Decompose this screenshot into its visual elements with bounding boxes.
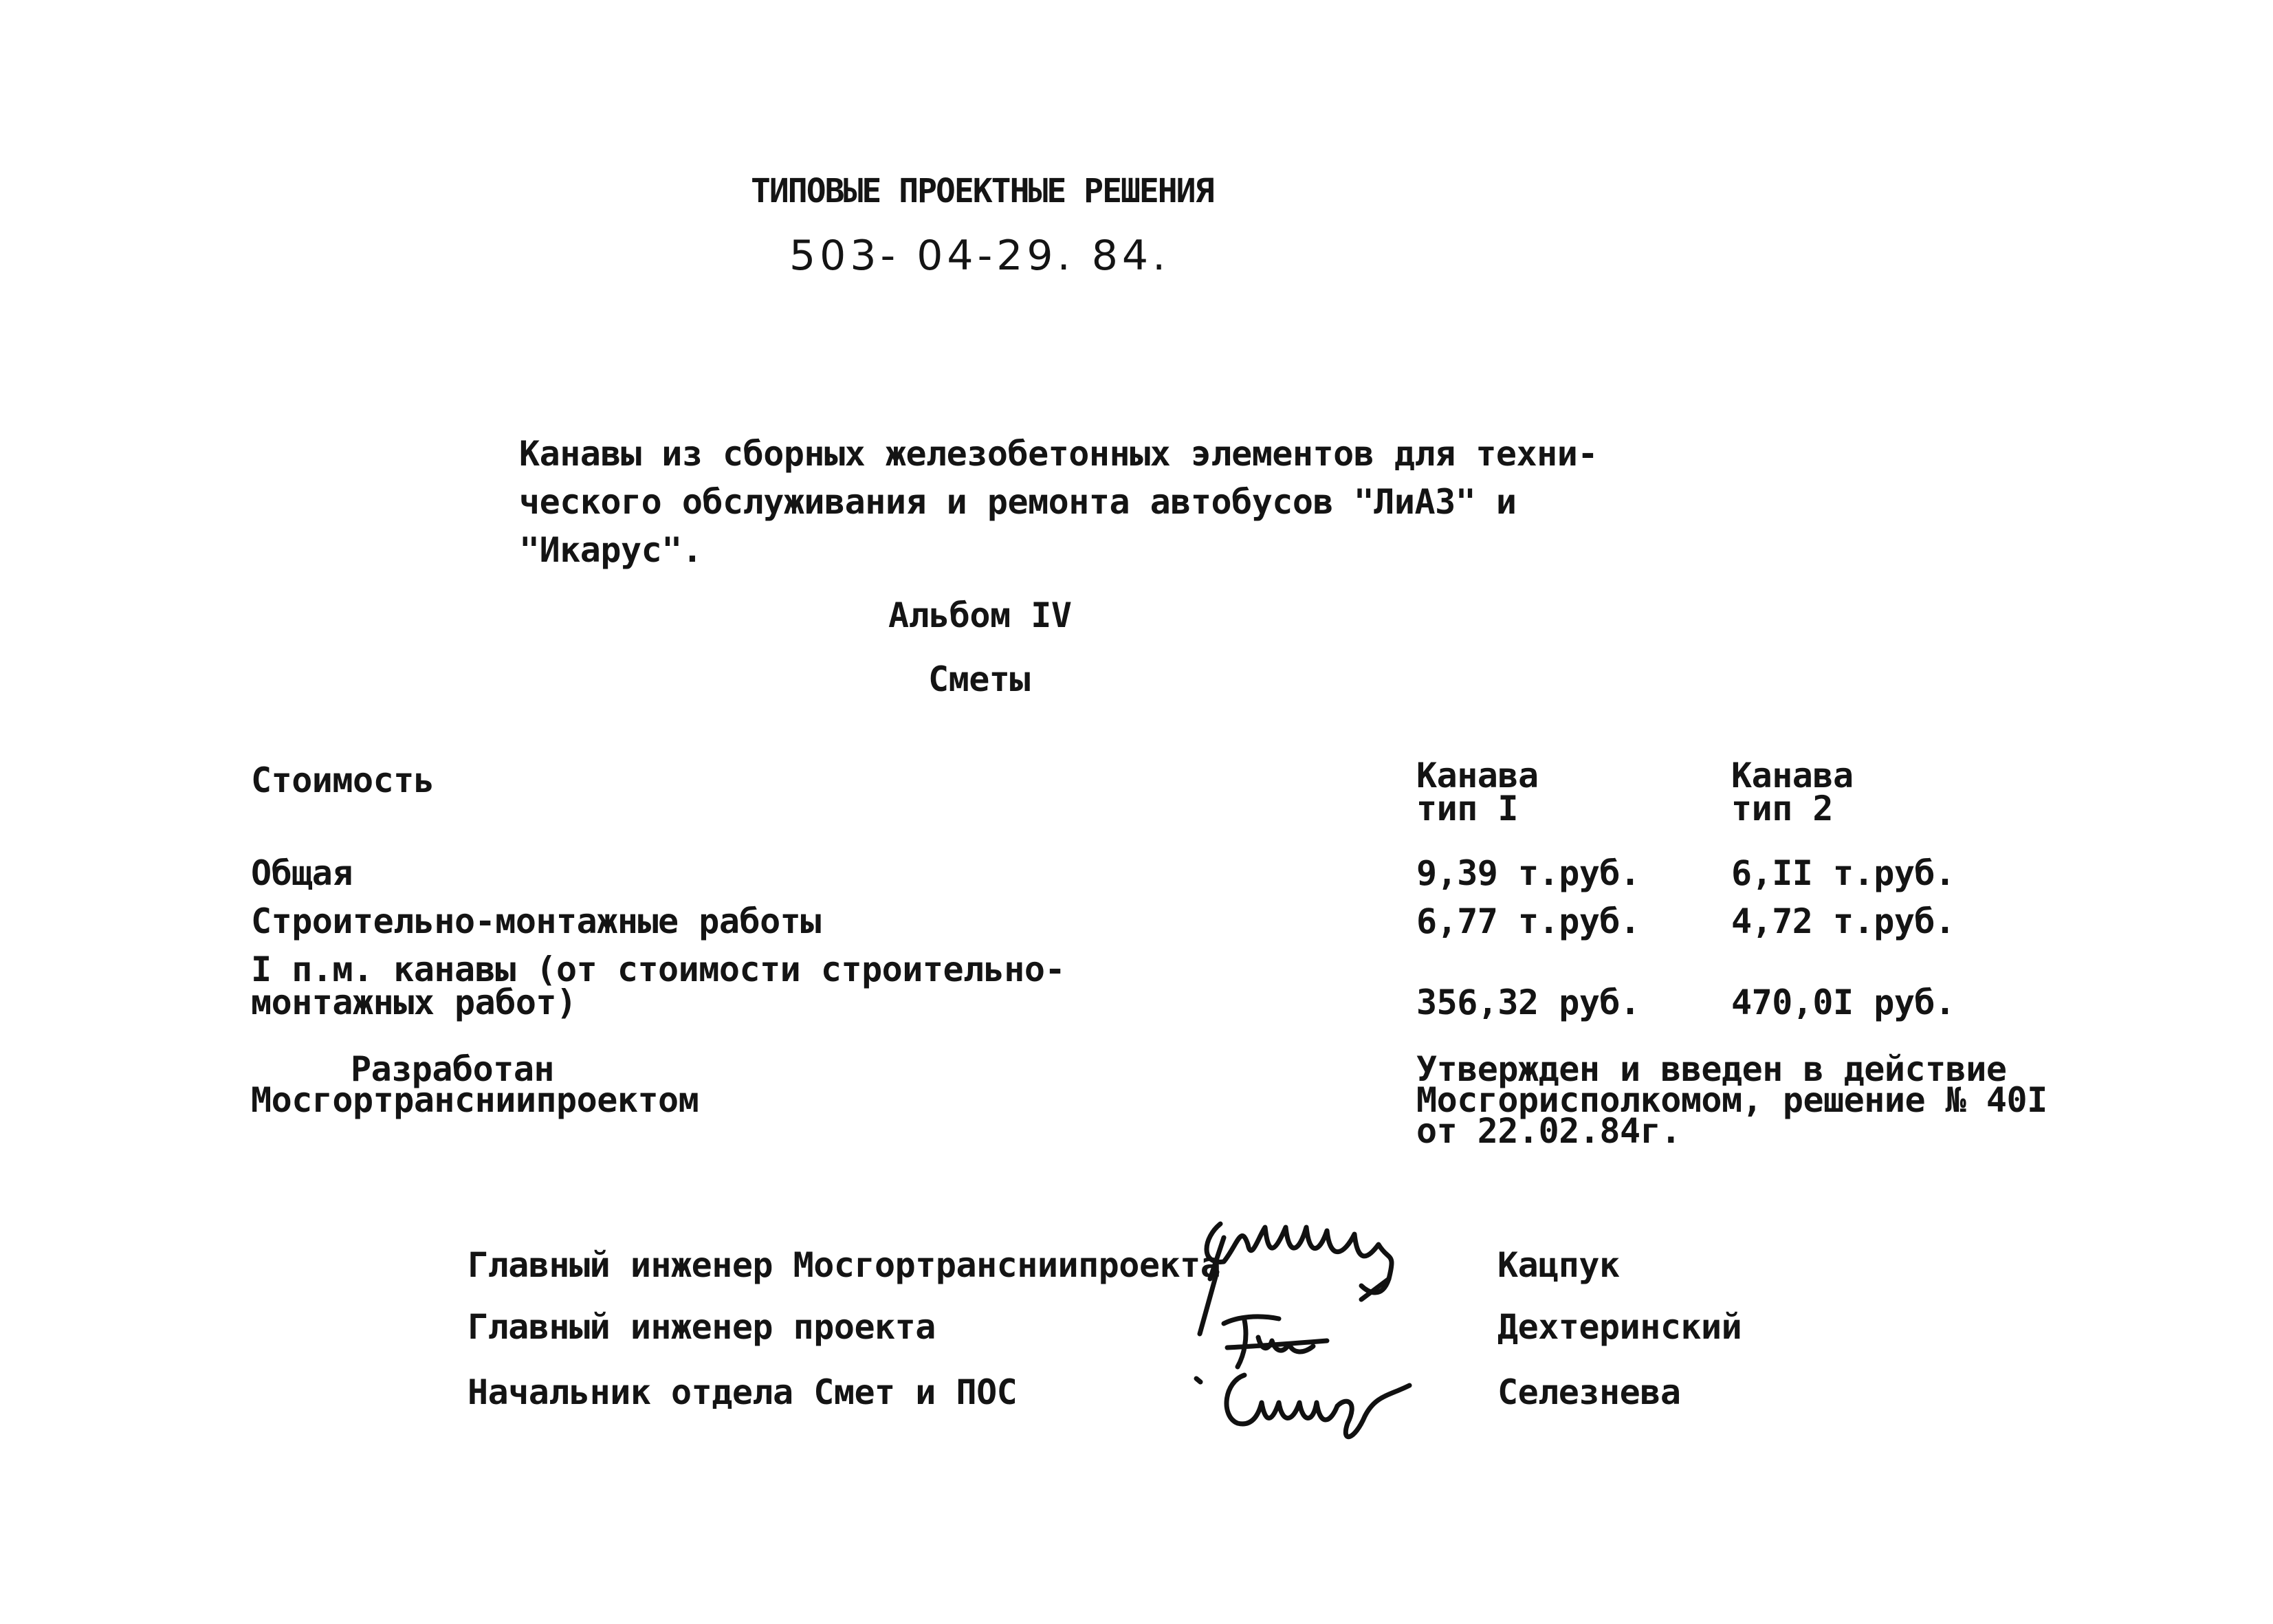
signatory-position: Начальник отдела Смет и ПОС	[468, 1372, 1018, 1412]
col1-header-line2: тип I	[1416, 789, 1519, 829]
approved-date: от 22.02.84г.	[1416, 1111, 1681, 1151]
signatory-name: Селезнева	[1497, 1372, 1681, 1412]
col2-header-line1: Канава	[1731, 756, 1854, 795]
row-label-continued: монтажных работ)	[251, 983, 577, 1022]
row-value-type2: 4,72 т.руб.	[1731, 901, 1955, 941]
row-label: Строительно-монтажные работы	[251, 901, 821, 941]
handwritten-signatures	[1183, 1196, 1485, 1471]
approved-line-2: Мосгорисполкомом, решение № 40I	[1416, 1080, 2047, 1120]
row-label: Общая	[251, 853, 353, 893]
signature-1	[1207, 1224, 1392, 1293]
row-label: I п.м. канавы (от стоимости строительно-	[251, 950, 1066, 989]
cost-header-label: Стоимость	[251, 760, 435, 800]
row-value-type2: 6,II т.руб.	[1731, 853, 1955, 893]
title-line-2: ческого обслуживания и ремонта автобусов "ЛиАЗ" и	[519, 482, 1517, 522]
col1-header-line1: Канава	[1416, 756, 1539, 795]
developed-organization: Мосгортрансниипроектом	[251, 1080, 699, 1120]
album-label: Альбом IV	[888, 595, 1072, 635]
title-line-3: "Икарус".	[519, 530, 703, 570]
document-number: 503- 04-29. 84.	[789, 232, 1170, 280]
signatory-position: Главный инженер проекта	[468, 1307, 936, 1347]
col2-header-line2: тип 2	[1731, 789, 1834, 829]
signatory-name: Дехтеринский	[1497, 1307, 1742, 1347]
approved-line-1: Утвержден и введен в действие	[1416, 1049, 2007, 1089]
title-line-1: Канавы из сборных железобетонных элементов для техни-	[519, 434, 1598, 474]
row-value-type1: 356,32 руб.	[1416, 983, 1640, 1022]
signature-2	[1224, 1317, 1327, 1367]
row-value-type2: 470,0I руб.	[1731, 983, 1955, 1022]
signatory-position: Главный инженер Мосгортрансниипроекта	[468, 1245, 1221, 1285]
developed-label: Разработан	[351, 1049, 555, 1089]
row-value-type1: 6,77 т.руб.	[1416, 901, 1640, 941]
series-title: ТИПОВЫЕ ПРОЕКТНЫЕ РЕШЕНИЯ	[751, 172, 1214, 210]
signatory-name: Кацпук	[1497, 1245, 1620, 1285]
row-value-type1: 9,39 т.руб.	[1416, 853, 1640, 893]
signature-3	[1227, 1375, 1409, 1437]
section-label: Сметы	[928, 659, 1031, 699]
